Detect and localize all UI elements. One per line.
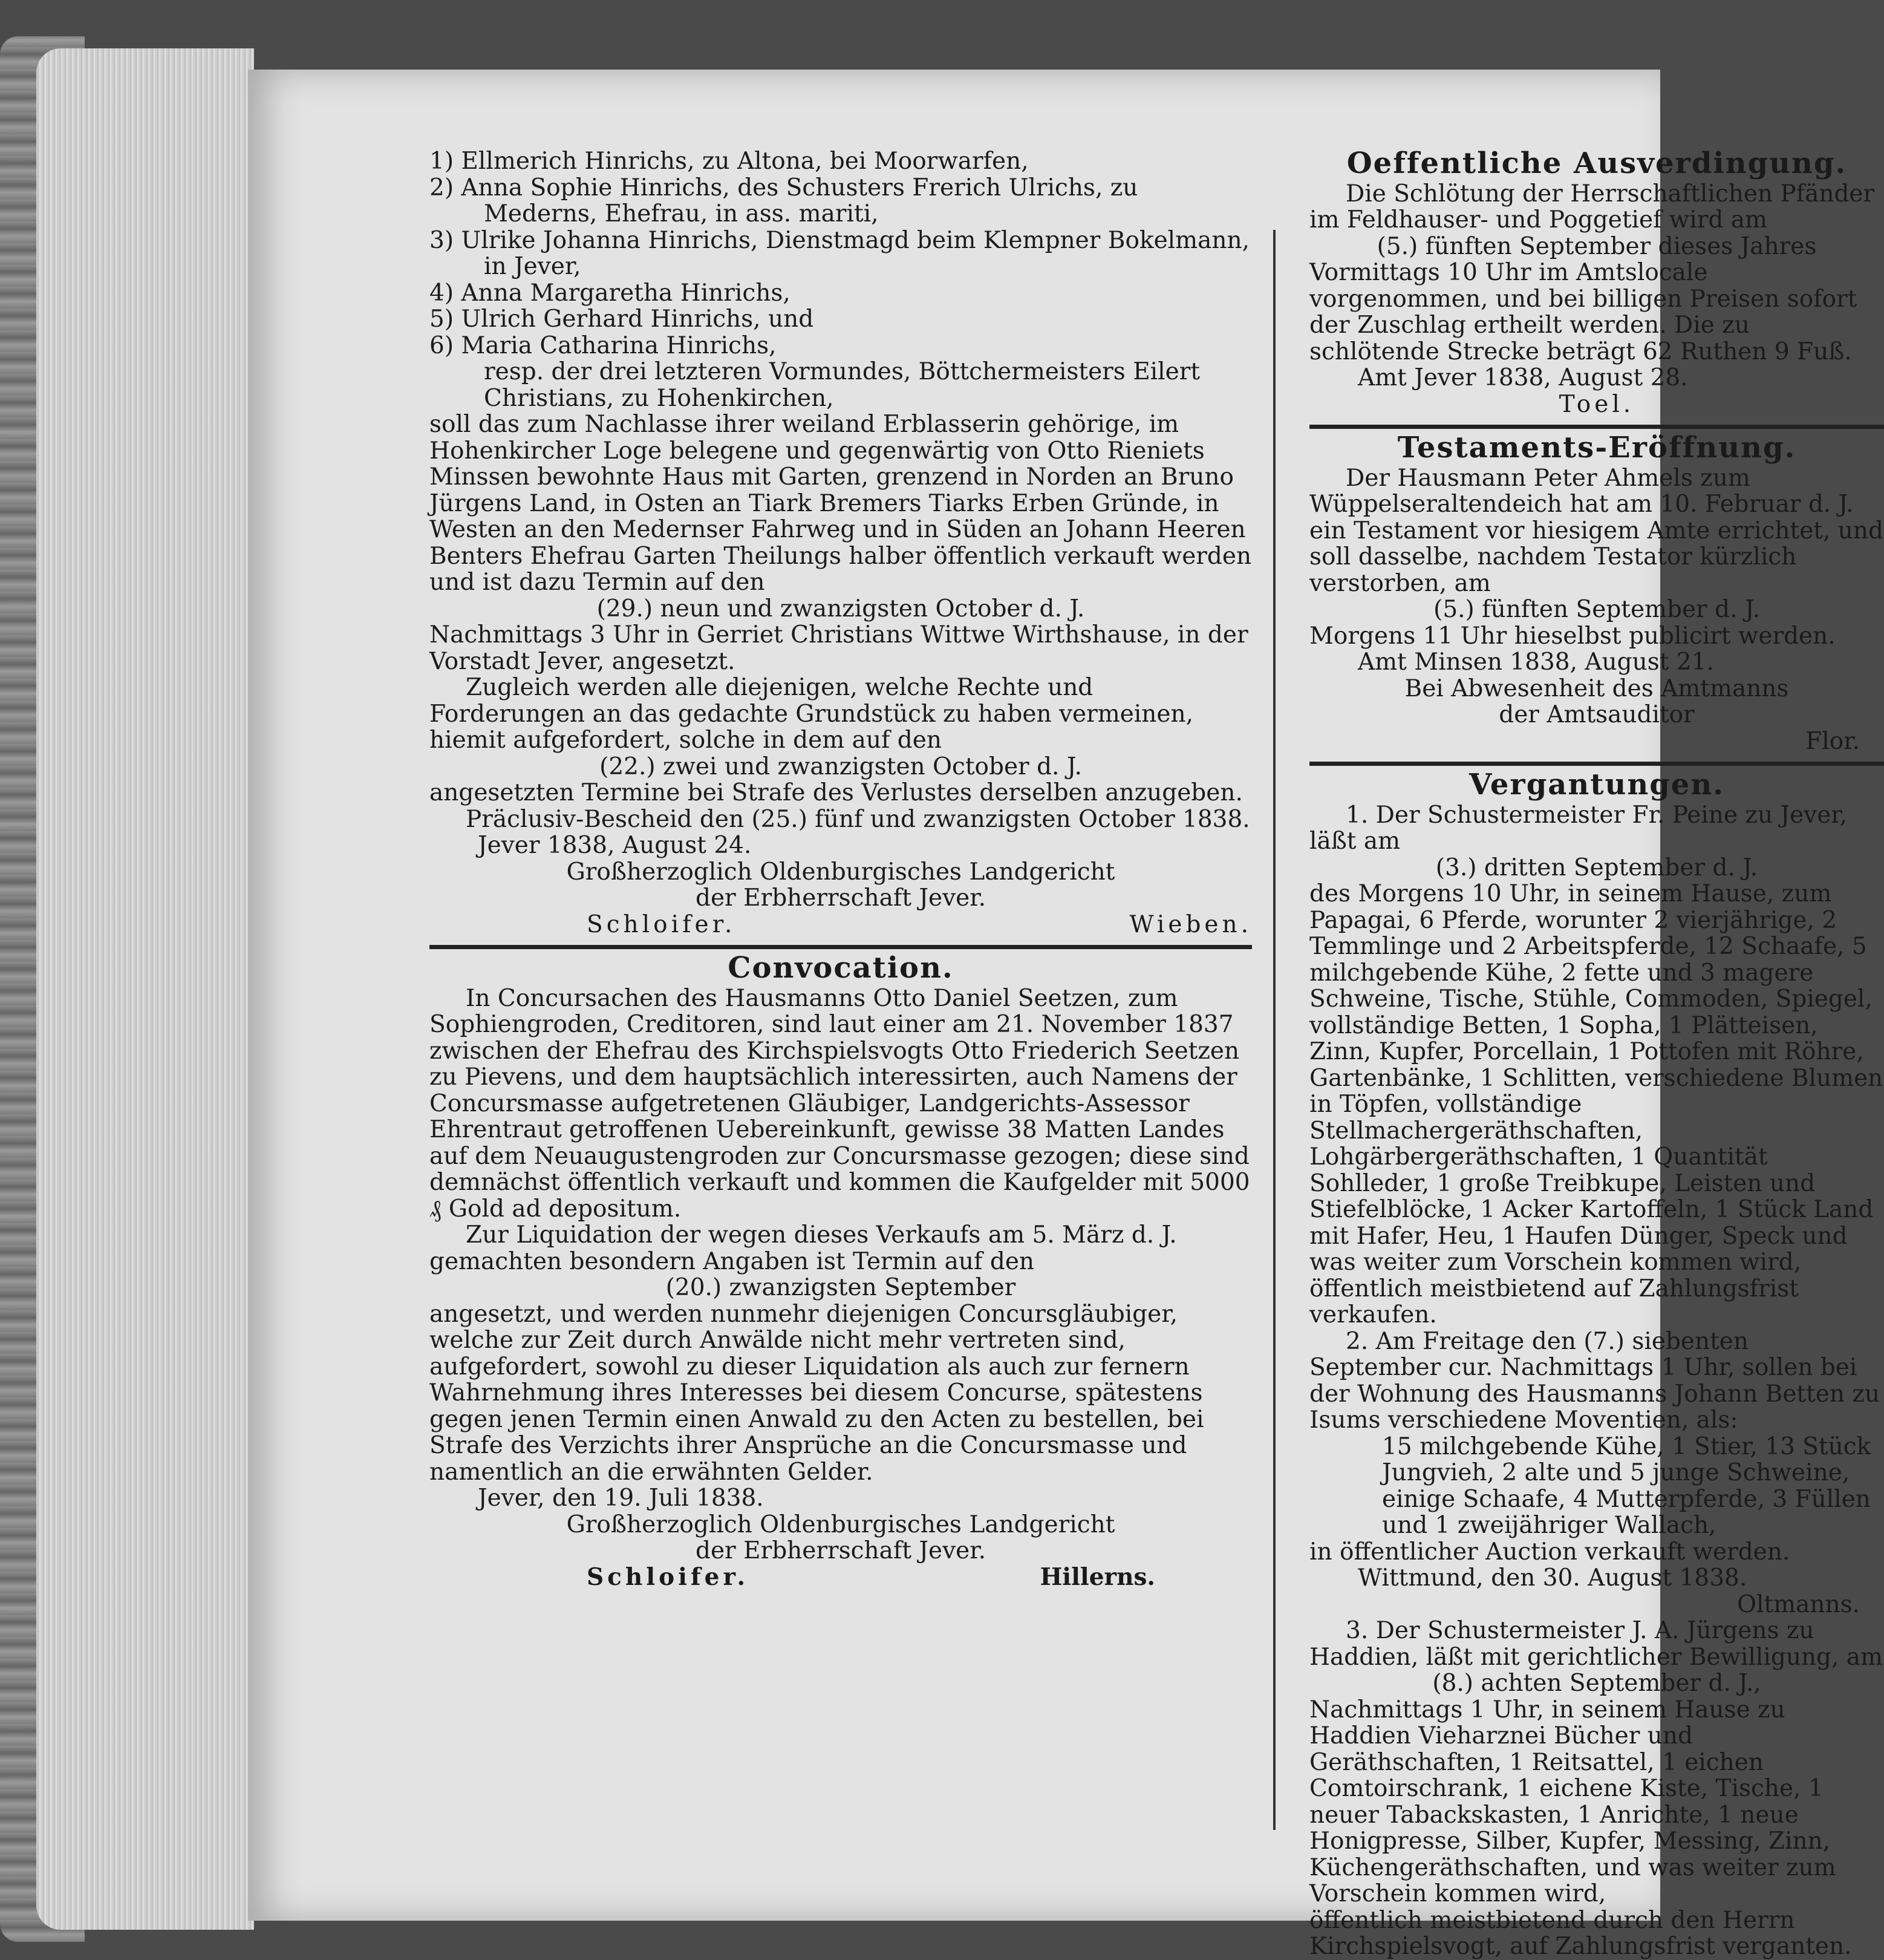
list-item: 1) Ellmerich Hinrichs, zu Altona, bei Moorwarfen, (429, 148, 1029, 175)
auction-goods: des Morgens 10 Uhr, in seinem Hause, zum Papagai, 6 Pferde, worunter 2 vierjährige, 2 Temmlinge und 2 Arbeitspferde, 12 Schaafe, 5 milchgebende Kühe, 2 fette und 3 magere Schweine, Tische, Stühle, Commoden, Spiegel, vollständige Betten, 1 Sopha, 1 Plätteisen, Zinn, Kupfer, Porcellain, 1 Pottofen mit Röhre, Gartenbänke, 1 Schlitten, verschiedene Blumen in Töpfen, vollständige Stellmachergeräthschaften, Lohgärbergeräthschaften, 1 Quantität Sohlleder, 1 große Treibkupe, Leisten und Stiefelblöcke, 1 Acker Kartoffeln, 1 Stück Land mit Hafer, Heu, 1 Haufen Dünger, Speck und was weiter zum Vorschein kommen wird, (1309, 880, 1883, 1276)
signature: Hillerns. (1040, 1563, 1155, 1591)
notice-date: Wittmund, den 30. August 1838. (1358, 1564, 1747, 1592)
signature: Schloifer. (587, 1563, 749, 1591)
preclusion-notice: Präclusiv-Bescheid den (25.) fünf und zwanzigsten October 1838. (466, 805, 1250, 833)
tender-details: Vormittags 10 Uhr im Amtslocale vorgenommen, und bei billigen Preisen sofort der Zuschlag ertheilt werden. Die zu schlötende Strecke beträgt 62 Ruthen 9 Fuß. (1309, 259, 1857, 365)
section-rule (1309, 425, 1884, 429)
column-divider (1273, 230, 1276, 1830)
signature: Toel. (1559, 390, 1635, 418)
list-item: 4) Anna Margaretha Hinrichs, (429, 279, 790, 307)
guardian-note: resp. der drei letzteren Vormundes, Böttchermeisters Eilert Christians, zu Hohenkirchen, (484, 358, 1201, 412)
notice-date: Jever 1838, August 24. (478, 832, 752, 859)
list-item: 5) Ulrich Gerhard Hinrichs, und (429, 305, 814, 333)
court-name: Großherzoglich Oldenburgisches Landgericht (566, 858, 1115, 886)
sale-location: Nachmittags 3 Uhr in Gerriet Christians Wittwe Wirthshause, in der Vorstadt Jever, angesetzt. (429, 621, 1248, 675)
signature-row (429, 912, 1252, 938)
auction-terms: öffentlich meistbietend auf Zahlungsfrist verkaufen. (1309, 1275, 1799, 1328)
claims-paragraph: Zugleich werden alle diejenigen, welche Rechte und Forderungen an das gedachte Grundstück zu haben vermeinen, hiemit aufgefordert, solche in dem auf den (429, 674, 1193, 754)
testament-date: (5.) fünften September d. J. (1433, 596, 1760, 623)
newspaper-page (248, 70, 1883, 1960)
signature-row (429, 1564, 1252, 1591)
convocation-paragraph: In Concursachen des Hausmanns Otto Daniel Seetzen, zum Sophiengroden, Creditoren, sind laut einer am 21. November 1837 zwischen der Ehefrau des Kirchspielsvogts Otto Friederich Seetzen zu Pievens, und dem hauptsächlich interessirten, auch Namens der Concursmasse aufgetretenen Gläubiger, Landgerichts-Assessor Ehrentraut getroffenen Uebereinkunft, gewisse 38 Matten Landes auf dem Neuaugustengroden zur Concursmasse gezogen; diese sind demnächst öffentlich verkauft und kommen die Kaufgelder mit 5000 ₰ Gold ad depositum. (429, 984, 1250, 1223)
testament-paragraph: Der Hausmann Peter Ahmels zum Wüppelseraltendeich hat am 10. Februar d. J. ein Testament vor hiesigem Amte errichtet, und soll dasselbe, nachdem Testator kürzlich verstorben, am (1309, 464, 1883, 597)
auditor-title: der Amtsauditor (1499, 701, 1695, 728)
list-item: 6) Maria Catharina Hinrichs, (429, 332, 777, 359)
section-rule (1309, 762, 1884, 766)
auction-terms: in öffentlicher Auction verkauft werden. (1309, 1538, 1790, 1566)
left-column (429, 148, 1252, 1590)
tender-date: (5.) fünften September dieses Jahres (1377, 232, 1817, 260)
court-district: der Erbherrschaft Jever. (696, 1537, 986, 1564)
creditors-paragraph: angesetzt, und werden nunmehr diejenigen Concursgläubiger, welche zur Zeit durch Anwälde nicht mehr vertreten sind, aufgefordert, sowohl zu dieser Liquidation als auch zur fernern Wahrnehmung ihres Interesses bei diesem Concurse, spätestens gegen jenen Termin einen Anwald zu den Acten zu bestellen, bei Strafe des Verzichts ihrer Ansprüche an die Concursmasse und namentlich an die erwähnten Gelder. (429, 1300, 1204, 1486)
court-name: Großherzoglich Oldenburgisches Landgericht (566, 1511, 1115, 1538)
list-item: 3) Ulrike Johanna Hinrichs, Dienstmagd beim Klempner Bokelmann, in Jever, (429, 226, 1250, 280)
right-column (1309, 148, 1884, 1960)
auction-item-1: 1. Der Schustermeister Fr. Peine zu Jever, läßt am (1309, 801, 1848, 855)
auction-date: (8.) achten September d. J., (1432, 1670, 1761, 1697)
section-heading: Testaments-Eröffnung. (1397, 431, 1796, 465)
section-heading: Vergantungen. (1469, 768, 1724, 802)
tender-paragraph: Die Schlötung der Herrschaftlichen Pfänder im Feldhauser- und Poggetief wird am (1309, 180, 1875, 234)
auction-item-2: 2. Am Freitage den (7.) siebenten September cur. Nachmittags 1 Uhr, sollen bei der Wohnung des Hausmanns Johann Betten zu Isums verschiedene Moventien, als: (1309, 1327, 1880, 1434)
auction-goods: 15 milchgebende Kühe, 1 Stier, 13 Stück Jungvieh, 2 alte und 5 junge Schweine, einige Schaafe, 4 Mutterpferde, 3 Füllen und 1 zweijähriger Wallach, (1382, 1432, 1871, 1539)
notice-date: Amt Minsen 1838, August 21. (1358, 648, 1714, 676)
testament-time: Morgens 11 Uhr hieselbst publicirt werden. (1309, 622, 1836, 650)
auction-item-3: 3. Der Schustermeister J. A. Jürgens zu Haddien, läßt mit gerichtlicher Bewilligung, am (1309, 1617, 1883, 1671)
claims-date: (22.) zwei und zwanzigsten October d. J. (599, 753, 1082, 780)
court-district: der Erbherrschaft Jever. (696, 884, 986, 912)
claims-penalty: angesetzten Termine bei Strafe des Verlustes derselben anzugeben. (429, 779, 1243, 806)
section-heading: Convocation. (728, 951, 954, 985)
signature: Flor. (1805, 727, 1860, 755)
auction-goods: Nachmittags 1 Uhr, in seinem Hause zu Haddien Vieharznei Bücher und Geräthschaften, 1 Reitsattel, 1 eichen Comtoirschrank, 1 eichene Kiste, Tische, 1 neuer Tabackskasten, 1 Anrichte, 1 neue Honigpresse, Silber, Kupfer, Messing, Zinn, Küchengeräthschaften, und was weiter zum Vorschein kommen wird, (1309, 1696, 1836, 1907)
auction-terms: öffentlich meistbietend durch den Herrn Kirchspielsvogt, auf Zahlungsfrist verganten. (1309, 1906, 1852, 1960)
section-heading: Oeffentliche Ausverdingung. (1346, 146, 1847, 180)
list-item: 2) Anna Sophie Hinrichs, des Schusters Frerich Ulrichs, zu Mederns, Ehefrau, in ass. mariti, (429, 174, 1138, 227)
auction-date: (3.) dritten September d. J. (1435, 854, 1758, 881)
section-rule (429, 945, 1252, 949)
auction-date: (29.) neun und zwanzigsten October d. J. (596, 595, 1085, 622)
notice-date: Jever, den 19. Juli 1838. (478, 1485, 764, 1512)
liquidation-paragraph: Zur Liquidation der wegen dieses Verkaufs am 5. März d. J. gemachten besondern Angaben ist Termin auf den (429, 1221, 1177, 1275)
book-page-edges (36, 48, 254, 1930)
signature: Wieben. (1129, 910, 1252, 938)
signature: Oltmanns. (1737, 1590, 1860, 1618)
liquidation-date: (20.) zwanzigsten September (665, 1274, 1016, 1301)
signature: Schloifer. (587, 910, 736, 938)
absence-note: Bei Abwesenheit des Amtmanns (1404, 675, 1789, 702)
sale-paragraph: soll das zum Nachlasse ihrer weiland Erblasserin gehörige, im Hohenkircher Loge belegene und gegenwärtig von Otto Rieniets Minssen bewohnte Haus mit Garten, grenzend in Norden an Bruno Jürgens Land, in Osten an Tiark Bremers Tiarks Erben Gründe, in Westen an den Medernser Fahrweg und in Süden an Johann Heeren Benters Ehefrau Garten Theilungs halber öffentlich verkauft werden und ist dazu Termin auf den (429, 411, 1252, 596)
notice-date: Amt Jever 1838, August 28. (1358, 364, 1688, 391)
